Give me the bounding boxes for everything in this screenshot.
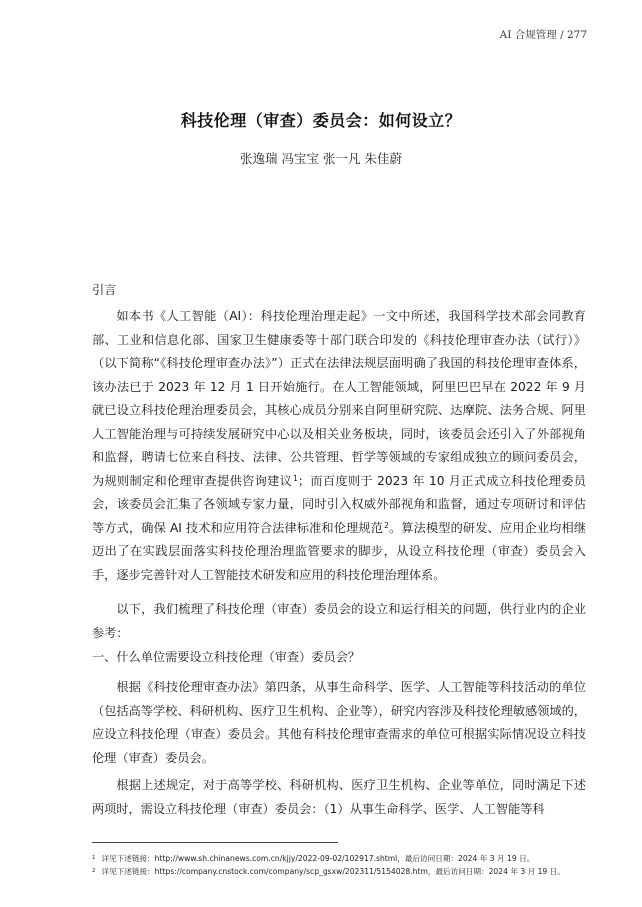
footnote-ref-2[interactable]: 2	[384, 520, 389, 530]
footnote-text[interactable]: 详见下述链接：http://www.sh.chinanews.com.cn/kjjy/2022-09-02/102917.shtml，最后访问日期：2024 年 3 月 19 日。	[101, 854, 535, 863]
section-1-heading	[92, 646, 586, 670]
section-heading-text: 一、什么单位需要设立科技伦理（审查）委员会？	[92, 650, 361, 664]
paragraph-text: 以下，我们梳理了科技伦理（审查）委员会的设立和运行相关的问题，供行业内的企业参考：	[92, 602, 586, 640]
intro-heading	[92, 279, 586, 303]
paragraph-segment: 。算法模型的研发、应用企业均相继迈出了在实践层面落实科技伦理治理监管要求的脚步，从设立科技伦理（审查）委员会入手，逐步完善针对人工智能技术研发和应用的科技伦理治理体系。	[92, 520, 587, 582]
intro-paragraph-1	[92, 305, 586, 587]
footnote-mark: 1	[92, 855, 96, 861]
paragraph-text: 根据《科技伦理审查办法》第四条，从事生命科学、医学、人工智能等科技活动的单位（包括高等学校、科研机构、医疗卫生机构、企业等），研究内容涉及科技伦理敏感领域的，应设立科技伦理（审查）委员会。其他有科技伦理审查需求的单位可根据实际情况设立科技伦理（审查）委员会。	[92, 680, 586, 765]
paragraph-text: 根据上述规定，对于高等学校、科研机构、医疗卫生机构、企业等单位，同时满足下述两项时，需设立科技伦理（审查）委员会：（1）从事生命科学、医学、人工智能等科	[92, 778, 586, 816]
section-1-paragraph-1	[92, 676, 586, 770]
section-1-paragraph-2	[92, 774, 586, 821]
paragraph-segment: ；而百度则于 2023 年 10 月正式成立科技伦理委员会，该委员会汇集了各领域专家力量，同时引入权威外部视角和监督，通过专项研讨和评估等方式，确保 AI 技术和应用符合法律标准和伦理规范	[92, 473, 586, 535]
footnote-ref-1[interactable]: 1	[293, 473, 298, 483]
article-authors: 张逸瑞 冯宝宝 张一凡 朱佳蔚	[240, 151, 402, 166]
footnotes	[92, 852, 592, 878]
footnote-2	[92, 865, 592, 878]
running-head: AI 合规管理 / 277	[499, 29, 587, 41]
paragraph-text	[92, 305, 586, 587]
footnote-1	[92, 852, 592, 865]
paragraph-segment: 如本书《人工智能（AI）：科技伦理治理走起》一文中所述，我国科学技术部会同教育部、工业和信息化部、国家卫生健康委等十部门联合印发的《科技伦理审查办法（试行）》（以下简称“《科技伦理审查办法》”）正式在法律法规层面明确了我国的科技伦理审查体系，该办法已于 2023 年 12 月 1 日开始施行。在人工智能领域，阿里巴巴早在 2022 年 9 月就已设立科技伦理治理委员会，其核心成员分别来自阿里研究院、达摩院、法务合规、阿里人工智能治理与可持续发展研究中心以及相关业务板块，同时，该委员会还引入了外部视角和监督，聘请七位来自科技、法律、公共管理、哲学等领域的专家组成独立的顾问委员会，为规则制定和伦理审查提供咨询建议	[92, 309, 586, 488]
intro-paragraph-2	[92, 598, 586, 645]
intro-heading-text: 引言	[92, 283, 117, 297]
footnote-text[interactable]: 详见下述链接：https://company.cnstock.com/company/scp_gsxw/202311/5154028.htm，最后访问日期：2024 年 3 月 19 日。	[101, 867, 565, 876]
footnote-divider	[92, 842, 338, 843]
footnote-mark: 2	[92, 868, 96, 874]
article-title: 科技伦理（审查）委员会：如何设立？	[180, 111, 462, 130]
